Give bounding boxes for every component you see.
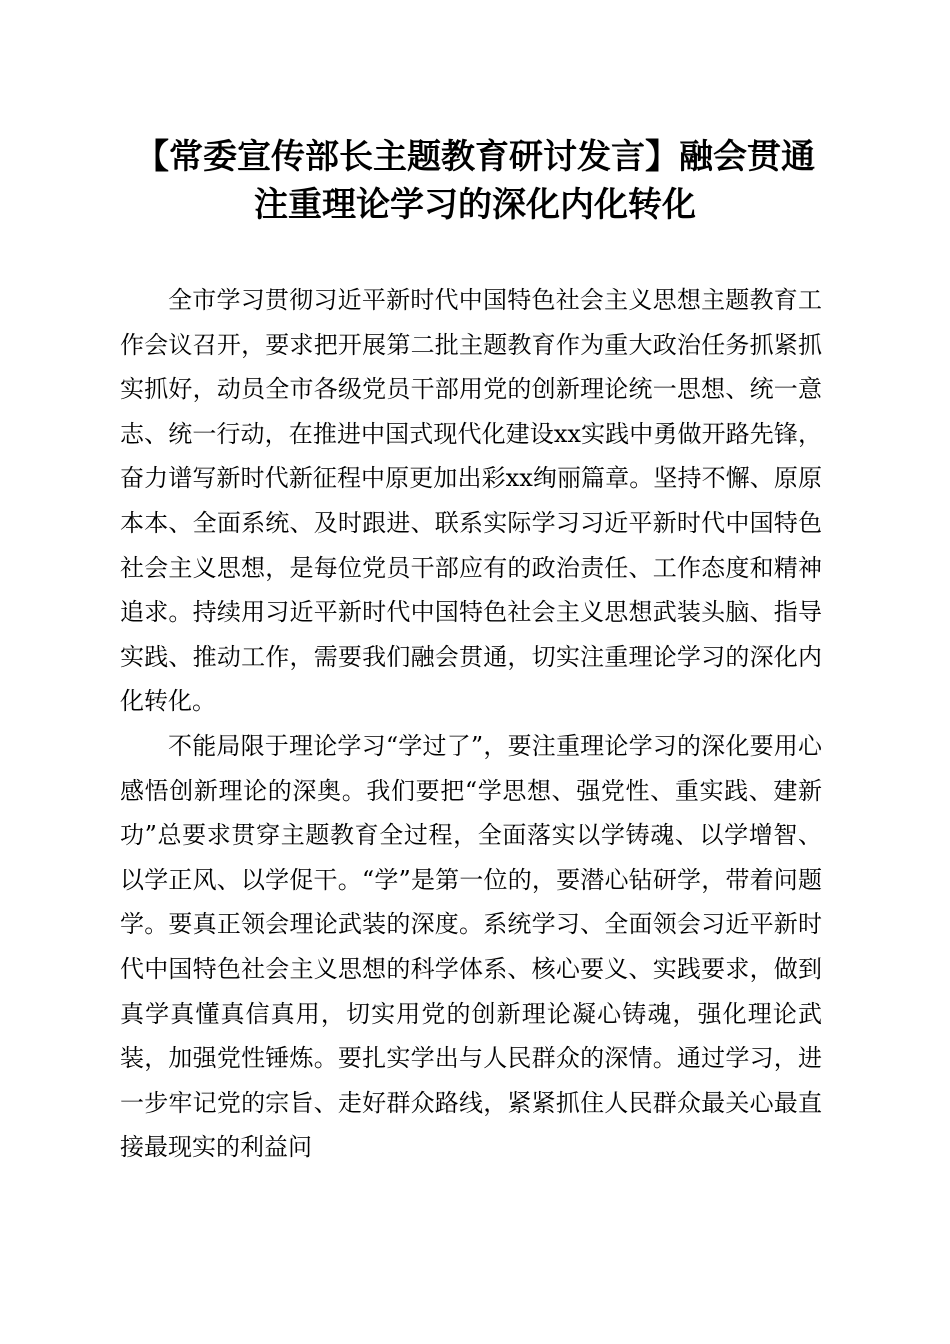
document-title [100, 133, 850, 229]
title-line-2: 注重理论学习的深化内化转化 [254, 185, 696, 225]
document-body [120, 278, 822, 1170]
paragraph: 全市学习贯彻习近平新时代中国特色社会主义思想主题教育工作会议召开，要求把开展第二批主题教育作为重大政治任务抓紧抓实抓好，动员全市各级党员干部用党的创新理论统一思想、统一意志、统一行动，在推进中国式现代化建设xx实践中勇做开路先锋，奋力谱写新时代新征程中原更加出彩xx绚丽篇章。坚持不懈、原原本本、全面系统、及时跟进、联系实际学习习近平新时代中国特色社会主义思想，是每位党员干部应有的政治责任、工作态度和精神追求。持续用习近平新时代中国特色社会主义思想武装头脑、指导实践、推动工作，需要我们融会贯通，切实注重理论学习的深化内化转化。 [120, 286, 822, 716]
paragraph: 不能局限于理论学习“学过了”，要注重理论学习的深化要用心感悟创新理论的深奥。我们要把“学思想、强党性、重实践、建新功”总要求贯穿主题教育全过程，全面落实以学铸魂、以学增智、以学正风、以学促干。“学”是第一位的，要潜心钻研学，带着问题学。要真正领会理论武装的深度。系统学习、全面领会习近平新时代中国特色社会主义思想的科学体系、核心要义、实践要求，做到真学真懂真信真用，切实用党的创新理论凝心铸魂，强化理论武装，加强党性锤炼。要扎实学出与人民群众的深情。通过学习，进一步牢记党的宗旨、走好群众路线，紧紧抓住人民群众最关心最直接最现实的利益问 [120, 731, 822, 1162]
title-line-1: 【常委宣传部长主题教育研讨发言】融会贯通 [135, 137, 815, 177]
